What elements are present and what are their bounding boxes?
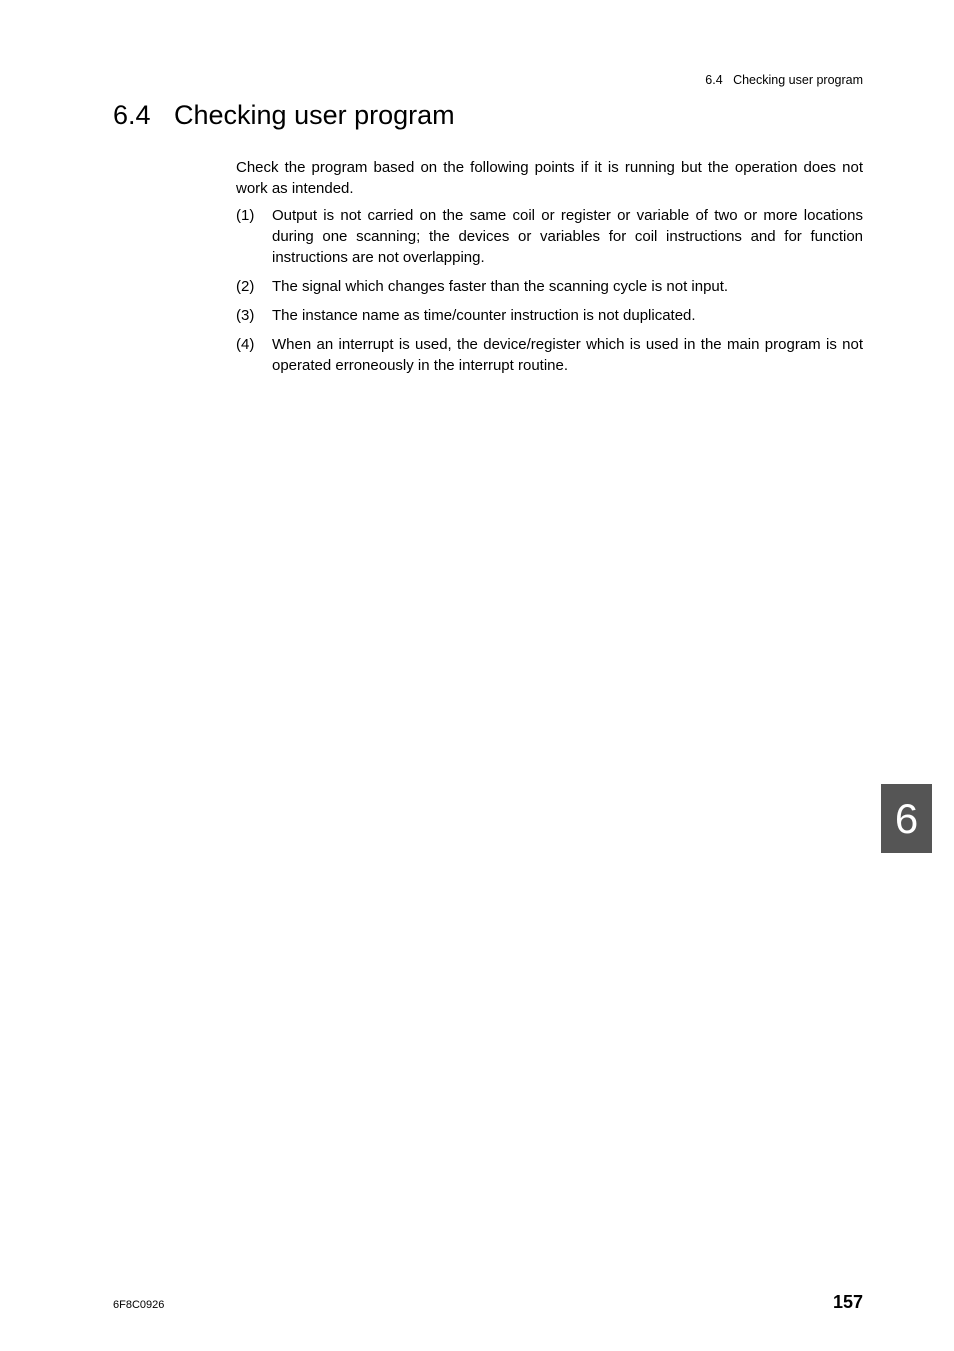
list-item-text: The signal which changes faster than the scanning cycle is not input. [272, 278, 729, 295]
list-item-text: When an interrupt is used, the device/register which is used in the main program is not operated erroneously in the interrupt routine. [272, 336, 863, 374]
list-item [236, 205, 863, 268]
list-item-text: The instance name as time/counter instruction is not duplicated. [272, 307, 696, 324]
list-item [236, 334, 863, 376]
list-marker: (2) [236, 278, 255, 295]
document-code: 6F8C0926 [113, 1299, 165, 1311]
list-item [236, 276, 863, 297]
list-item [236, 305, 863, 326]
intro-paragraph: Check the program based on the following points if it is running but the operation does not work as intended. [236, 159, 863, 197]
body-content [236, 157, 863, 384]
running-header: 6.4 Checking user program [705, 73, 863, 87]
section-title [113, 100, 455, 131]
list-marker: (4) [236, 336, 255, 353]
check-list [236, 205, 863, 376]
section-number: 6.4 [113, 100, 151, 130]
list-marker: (1) [236, 207, 255, 224]
chapter-tab: 6 [881, 784, 932, 853]
list-marker: (3) [236, 307, 255, 324]
section-title-text: Checking user program [174, 100, 455, 130]
page-number: 157 [832, 1292, 863, 1312]
list-item-text: Output is not carried on the same coil or register or variable of two or more locations during one scanning; the devices or variables for coil instructions and for function instructions are not overlapping. [272, 207, 863, 266]
